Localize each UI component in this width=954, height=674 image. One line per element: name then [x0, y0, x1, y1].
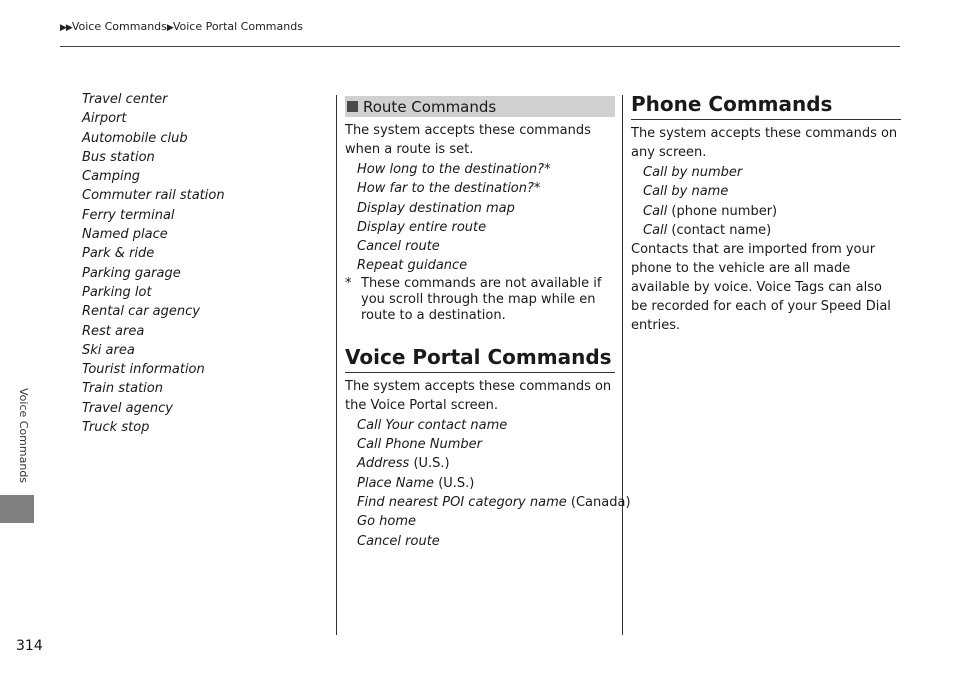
command-phrase: Display entire route [357, 219, 487, 235]
command-item [357, 532, 615, 551]
command-item [357, 416, 615, 435]
route-command-list [357, 160, 615, 276]
poi-category-item: Travel agency [82, 400, 173, 416]
voice-portal-intro-end: screen. [450, 397, 499, 413]
command-note: (Canada) [570, 494, 631, 510]
poi-category-item: Travel center [82, 92, 168, 107]
footnote [345, 276, 615, 324]
right-column [631, 92, 901, 335]
phone-commands-note: Contacts that are imported from your phone to the vehicle are all made available by voice. Voice Tags can also be recorded for each of your Speed Dial entries. [631, 242, 891, 334]
command-item [357, 474, 615, 493]
command-item [357, 256, 615, 275]
poi-category-item: Bus station [82, 149, 155, 165]
command-item [643, 163, 901, 182]
voice-portal-intro-text: The system accepts these commands on the [345, 378, 612, 413]
command-phrase: Cancel route [357, 533, 440, 549]
command-phrase: Go home [357, 514, 417, 530]
command-phrase: Call Your contact name [357, 417, 508, 433]
poi-category-item: Park & ride [82, 246, 155, 262]
footnote-mark: * [345, 275, 352, 291]
command-phrase: Cancel route [357, 239, 440, 255]
command-phrase: Call [643, 203, 668, 219]
command-phrase: Call by name [643, 184, 729, 200]
command-item [643, 221, 901, 240]
command-item [643, 202, 901, 221]
command-item [357, 199, 615, 218]
poi-category-item: Rest area [82, 323, 145, 339]
command-phrase: Find nearest POI category name [357, 494, 567, 510]
command-phrase: How long to the destination?* [357, 162, 551, 177]
poi-category-item: Camping [82, 169, 141, 185]
header-rule [60, 46, 900, 47]
poi-category-item: Commuter rail station [82, 188, 225, 204]
middle-column [345, 96, 631, 551]
voice-portal-heading: Voice Portal Commands [345, 345, 615, 373]
side-tab-marker [0, 495, 34, 523]
breadcrumb-current-page: Voice Portal Commands [172, 20, 303, 33]
command-note: (contact name) [671, 222, 772, 238]
square-bullet-icon [347, 101, 358, 112]
poi-category-item: Rental car agency [82, 304, 200, 320]
poi-category-item: Automobile club [82, 130, 188, 146]
command-phrase: Repeat guidance [357, 258, 468, 274]
command-phrase: Call [643, 222, 668, 238]
phone-commands-heading: Phone Commands [631, 92, 901, 120]
command-item [357, 454, 615, 473]
command-note: (phone number) [671, 203, 778, 219]
command-item [357, 493, 631, 512]
column-divider-left [336, 95, 337, 635]
breadcrumb [60, 20, 303, 33]
poi-category-item: Named place [82, 227, 168, 243]
voice-portal-intro [345, 377, 615, 415]
column-divider-right [622, 95, 623, 635]
command-note: (U.S.) [413, 456, 450, 472]
breadcrumb-separator-icon: ▶ [166, 23, 173, 33]
command-phrase: Call Phone Number [357, 437, 483, 453]
voice-portal-screen-name: Voice Portal [370, 397, 447, 413]
command-phrase: Address [357, 456, 410, 472]
phone-command-list [643, 163, 901, 240]
route-commands-intro: The system accepts these commands when a route is set. [345, 123, 591, 157]
command-phrase: Display destination map [357, 200, 515, 216]
poi-category-list [82, 90, 225, 437]
poi-category-item: Parking lot [82, 284, 152, 300]
command-item [643, 182, 901, 201]
command-phrase: Place Name [357, 475, 435, 491]
command-phrase: Call by number [643, 165, 743, 180]
phone-commands-intro: The system accepts these commands on any screen. [631, 126, 898, 160]
command-item [357, 218, 615, 237]
command-item [357, 237, 615, 256]
poi-category-item: Ski area [82, 342, 135, 358]
footnote-text: These commands are not available if you scroll through the map while en route to a destination. [361, 275, 602, 323]
breadcrumb-arrows-icon: ▶▶ [60, 23, 72, 33]
command-item [357, 512, 615, 531]
route-commands-title: Route Commands [363, 97, 497, 116]
poi-category-item: Ferry terminal [82, 207, 175, 223]
poi-category-item: Truck stop [82, 420, 150, 436]
breadcrumb-link-voice-commands[interactable]: Voice Commands [71, 20, 167, 33]
poi-category-item: Airport [82, 111, 127, 127]
page-number: 314 [16, 638, 43, 654]
command-note: (U.S.) [438, 475, 475, 491]
command-item [357, 160, 615, 179]
poi-category-item: Tourist information [82, 362, 205, 378]
poi-category-item: Train station [82, 381, 163, 397]
command-item [357, 435, 615, 454]
command-phrase: How far to the destination?* [357, 181, 541, 197]
poi-category-item: Parking garage [82, 265, 181, 281]
command-item [357, 179, 615, 198]
route-commands-heading [345, 96, 615, 117]
side-tab-label: Voice Commands [17, 388, 30, 484]
voice-portal-command-list [357, 416, 631, 551]
